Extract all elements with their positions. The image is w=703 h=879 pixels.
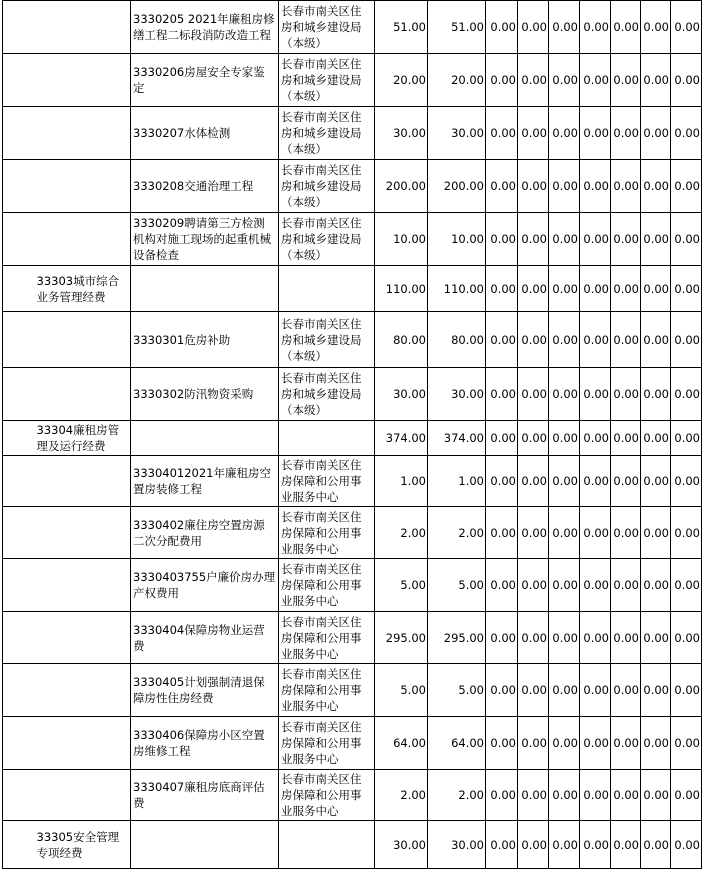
amount-cell: 0.00 (671, 54, 702, 107)
amount-cell: 0.00 (580, 213, 611, 266)
amount-cell: 30.00 (428, 368, 486, 421)
amount-cell: 30.00 (375, 368, 428, 421)
amount-cell: 0.00 (549, 213, 580, 266)
amount-cell: 5.00 (428, 559, 486, 612)
row-margin-cell (3, 456, 35, 507)
amount-cell: 0.00 (611, 421, 641, 456)
amount-cell: 0.00 (671, 107, 702, 160)
amount-cell: 0.00 (549, 160, 580, 213)
category-cell (35, 312, 131, 368)
amount-cell: 0.00 (641, 612, 671, 664)
project-cell: 3330402廉住房空置房源二次分配费用 (131, 507, 279, 559)
project-cell: 3330209聘请第三方检测机构对施工现场的起重机械设备检查 (131, 213, 279, 266)
amount-cell: 20.00 (375, 54, 428, 107)
amount-cell: 5.00 (375, 664, 428, 717)
amount-cell: 0.00 (486, 160, 518, 213)
amount-cell: 2.00 (375, 770, 428, 821)
amount-cell: 2.00 (428, 507, 486, 559)
amount-cell: 1.00 (375, 456, 428, 507)
project-cell: 3330404保障房物业运营费 (131, 612, 279, 664)
row-margin-cell (3, 107, 35, 160)
amount-cell: 0.00 (486, 368, 518, 421)
table-row (3, 456, 702, 507)
row-margin-cell (3, 1, 35, 54)
amount-cell: 0.00 (549, 266, 580, 312)
table-row (3, 266, 702, 312)
table-row (3, 559, 702, 612)
department-cell: 长春市南关区住房和城乡建设局（本级） (279, 54, 375, 107)
amount-cell: 0.00 (518, 1, 549, 54)
row-margin-cell (3, 821, 35, 869)
project-cell (131, 421, 279, 456)
department-cell: 长春市南关区住房保障和公用事业服务中心 (279, 559, 375, 612)
amount-cell: 0.00 (518, 266, 549, 312)
amount-cell: 0.00 (486, 54, 518, 107)
amount-cell: 0.00 (611, 717, 641, 770)
amount-cell: 0.00 (580, 312, 611, 368)
amount-cell: 0.00 (549, 107, 580, 160)
amount-cell: 0.00 (580, 160, 611, 213)
project-cell: 3330208交通治理工程 (131, 160, 279, 213)
amount-cell: 0.00 (549, 456, 580, 507)
amount-cell: 0.00 (580, 421, 611, 456)
category-cell (35, 1, 131, 54)
amount-cell: 0.00 (611, 770, 641, 821)
category-cell: 33304廉租房管理及运行经费 (35, 421, 131, 456)
amount-cell: 0.00 (611, 456, 641, 507)
row-margin-cell (3, 507, 35, 559)
amount-cell: 0.00 (611, 368, 641, 421)
department-cell: 长春市南关区住房和城乡建设局（本级） (279, 213, 375, 266)
amount-cell: 0.00 (486, 266, 518, 312)
category-cell (35, 507, 131, 559)
amount-cell: 0.00 (518, 770, 549, 821)
amount-cell: 0.00 (486, 107, 518, 160)
department-cell: 长春市南关区住房和城乡建设局（本级） (279, 368, 375, 421)
amount-cell: 0.00 (611, 266, 641, 312)
amount-cell: 0.00 (580, 612, 611, 664)
amount-cell: 0.00 (580, 54, 611, 107)
amount-cell: 0.00 (671, 821, 702, 869)
amount-cell: 0.00 (549, 664, 580, 717)
amount-cell: 0.00 (611, 507, 641, 559)
amount-cell: 0.00 (486, 1, 518, 54)
amount-cell: 0.00 (549, 507, 580, 559)
department-cell: 长春市南关区住房和城乡建设局（本级） (279, 107, 375, 160)
amount-cell: 0.00 (549, 54, 580, 107)
amount-cell: 0.00 (549, 312, 580, 368)
row-margin-cell (3, 717, 35, 770)
amount-cell: 0.00 (611, 160, 641, 213)
amount-cell: 0.00 (641, 1, 671, 54)
amount-cell: 0.00 (580, 456, 611, 507)
amount-cell: 0.00 (641, 821, 671, 869)
row-margin-cell (3, 368, 35, 421)
amount-cell: 5.00 (375, 559, 428, 612)
project-cell: 3330405计划强制清退保障房性住房经费 (131, 664, 279, 717)
amount-cell: 0.00 (518, 421, 549, 456)
amount-cell: 0.00 (671, 456, 702, 507)
project-cell: 33304012021年廉租房空置房装修工程 (131, 456, 279, 507)
amount-cell: 0.00 (641, 770, 671, 821)
amount-cell: 295.00 (375, 612, 428, 664)
amount-cell: 0.00 (641, 160, 671, 213)
amount-cell: 0.00 (611, 107, 641, 160)
table-body (3, 1, 702, 869)
amount-cell: 0.00 (486, 421, 518, 456)
project-cell (131, 266, 279, 312)
table-row (3, 612, 702, 664)
row-margin-cell (3, 160, 35, 213)
amount-cell: 0.00 (486, 717, 518, 770)
category-cell (35, 717, 131, 770)
amount-cell: 0.00 (671, 507, 702, 559)
project-cell (131, 821, 279, 869)
amount-cell: 20.00 (428, 54, 486, 107)
project-cell: 3330205 2021年廉租房修缮工程二标段消防改造工程 (131, 1, 279, 54)
amount-cell: 51.00 (375, 1, 428, 54)
amount-cell: 2.00 (375, 507, 428, 559)
department-cell: 长春市南关区住房保障和公用事业服务中心 (279, 770, 375, 821)
department-cell: 长春市南关区住房和城乡建设局（本级） (279, 1, 375, 54)
amount-cell: 0.00 (549, 770, 580, 821)
amount-cell: 0.00 (486, 456, 518, 507)
project-cell: 3330406保障房小区空置房维修工程 (131, 717, 279, 770)
category-cell (35, 107, 131, 160)
amount-cell: 0.00 (518, 717, 549, 770)
table-row (3, 421, 702, 456)
department-cell: 长春市南关区住房保障和公用事业服务中心 (279, 664, 375, 717)
category-cell (35, 456, 131, 507)
table-row (3, 312, 702, 368)
project-cell: 3330407廉租房底商评估费 (131, 770, 279, 821)
amount-cell: 0.00 (486, 664, 518, 717)
amount-cell: 0.00 (518, 107, 549, 160)
department-cell (279, 421, 375, 456)
amount-cell: 0.00 (518, 664, 549, 717)
budget-table (2, 0, 702, 869)
row-margin-cell (3, 612, 35, 664)
project-cell: 3330206房屋安全专家鉴定 (131, 54, 279, 107)
amount-cell: 0.00 (518, 368, 549, 421)
row-margin-cell (3, 664, 35, 717)
table-row (3, 770, 702, 821)
amount-cell: 10.00 (375, 213, 428, 266)
amount-cell: 0.00 (611, 213, 641, 266)
amount-cell: 200.00 (375, 160, 428, 213)
amount-cell: 80.00 (375, 312, 428, 368)
amount-cell: 0.00 (611, 612, 641, 664)
table-row (3, 54, 702, 107)
amount-cell: 0.00 (580, 717, 611, 770)
amount-cell: 0.00 (671, 368, 702, 421)
department-cell: 长春市南关区住房保障和公用事业服务中心 (279, 612, 375, 664)
amount-cell: 0.00 (580, 507, 611, 559)
category-cell (35, 54, 131, 107)
amount-cell: 0.00 (611, 821, 641, 869)
amount-cell: 0.00 (518, 507, 549, 559)
table-row (3, 368, 702, 421)
category-cell (35, 559, 131, 612)
amount-cell: 0.00 (518, 559, 549, 612)
amount-cell: 0.00 (611, 559, 641, 612)
department-cell: 长春市南关区住房保障和公用事业服务中心 (279, 456, 375, 507)
amount-cell: 0.00 (641, 507, 671, 559)
amount-cell: 0.00 (518, 160, 549, 213)
amount-cell: 0.00 (549, 821, 580, 869)
amount-cell: 0.00 (549, 559, 580, 612)
department-cell (279, 821, 375, 869)
amount-cell: 0.00 (641, 266, 671, 312)
amount-cell: 0.00 (486, 612, 518, 664)
amount-cell: 0.00 (671, 160, 702, 213)
row-margin-cell (3, 312, 35, 368)
amount-cell: 0.00 (611, 312, 641, 368)
category-cell: 33303城市综合业务管理经费 (35, 266, 131, 312)
category-cell (35, 770, 131, 821)
project-cell: 3330207水体检测 (131, 107, 279, 160)
amount-cell: 30.00 (428, 821, 486, 869)
amount-cell: 0.00 (580, 266, 611, 312)
amount-cell: 0.00 (518, 54, 549, 107)
amount-cell: 0.00 (580, 770, 611, 821)
amount-cell: 0.00 (580, 1, 611, 54)
amount-cell: 0.00 (641, 368, 671, 421)
amount-cell: 30.00 (375, 107, 428, 160)
amount-cell: 0.00 (611, 54, 641, 107)
amount-cell: 0.00 (671, 266, 702, 312)
amount-cell: 0.00 (641, 717, 671, 770)
amount-cell: 0.00 (671, 717, 702, 770)
amount-cell: 0.00 (611, 1, 641, 54)
amount-cell: 30.00 (428, 107, 486, 160)
amount-cell: 200.00 (428, 160, 486, 213)
amount-cell: 0.00 (671, 612, 702, 664)
amount-cell: 0.00 (671, 213, 702, 266)
amount-cell: 0.00 (580, 559, 611, 612)
amount-cell: 0.00 (641, 559, 671, 612)
table-row (3, 664, 702, 717)
amount-cell: 80.00 (428, 312, 486, 368)
amount-cell: 0.00 (611, 664, 641, 717)
amount-cell: 0.00 (549, 1, 580, 54)
amount-cell: 0.00 (486, 213, 518, 266)
amount-cell: 0.00 (549, 368, 580, 421)
amount-cell: 0.00 (549, 421, 580, 456)
amount-cell: 0.00 (671, 312, 702, 368)
amount-cell: 0.00 (641, 213, 671, 266)
amount-cell: 0.00 (671, 559, 702, 612)
amount-cell: 2.00 (428, 770, 486, 821)
department-cell (279, 266, 375, 312)
table-row (3, 717, 702, 770)
amount-cell: 0.00 (641, 312, 671, 368)
amount-cell: 0.00 (486, 559, 518, 612)
amount-cell: 0.00 (518, 213, 549, 266)
amount-cell: 64.00 (428, 717, 486, 770)
amount-cell: 0.00 (486, 821, 518, 869)
amount-cell: 0.00 (486, 312, 518, 368)
amount-cell: 110.00 (375, 266, 428, 312)
department-cell: 长春市南关区住房保障和公用事业服务中心 (279, 507, 375, 559)
amount-cell: 0.00 (518, 312, 549, 368)
amount-cell: 0.00 (641, 54, 671, 107)
amount-cell: 0.00 (580, 368, 611, 421)
amount-cell: 0.00 (486, 770, 518, 821)
amount-cell: 64.00 (375, 717, 428, 770)
table-row (3, 821, 702, 869)
project-cell: 3330301危房补助 (131, 312, 279, 368)
amount-cell: 10.00 (428, 213, 486, 266)
amount-cell: 0.00 (549, 717, 580, 770)
budget-table-container (2, 0, 702, 869)
amount-cell: 0.00 (641, 456, 671, 507)
category-cell (35, 664, 131, 717)
department-cell: 长春市南关区住房保障和公用事业服务中心 (279, 717, 375, 770)
amount-cell: 295.00 (428, 612, 486, 664)
amount-cell: 0.00 (671, 770, 702, 821)
amount-cell: 374.00 (375, 421, 428, 456)
row-margin-cell (3, 266, 35, 312)
row-margin-cell (3, 421, 35, 456)
row-margin-cell (3, 770, 35, 821)
amount-cell: 0.00 (580, 821, 611, 869)
project-cell: 3330403755户廉价房办理产权费用 (131, 559, 279, 612)
table-row (3, 507, 702, 559)
amount-cell: 0.00 (518, 821, 549, 869)
amount-cell: 0.00 (518, 612, 549, 664)
category-cell (35, 160, 131, 213)
amount-cell: 0.00 (671, 1, 702, 54)
row-margin-cell (3, 54, 35, 107)
department-cell: 长春市南关区住房和城乡建设局（本级） (279, 160, 375, 213)
amount-cell: 30.00 (375, 821, 428, 869)
amount-cell: 0.00 (549, 612, 580, 664)
category-cell (35, 213, 131, 266)
category-cell: 33305安全管理专项经费 (35, 821, 131, 869)
amount-cell: 0.00 (641, 664, 671, 717)
table-row (3, 107, 702, 160)
amount-cell: 51.00 (428, 1, 486, 54)
row-margin-cell (3, 213, 35, 266)
table-row (3, 1, 702, 54)
category-cell (35, 612, 131, 664)
department-cell: 长春市南关区住房和城乡建设局（本级） (279, 312, 375, 368)
table-row (3, 160, 702, 213)
amount-cell: 0.00 (486, 507, 518, 559)
table-row (3, 213, 702, 266)
amount-cell: 1.00 (428, 456, 486, 507)
amount-cell: 0.00 (518, 456, 549, 507)
project-cell: 3330302防汛物资采购 (131, 368, 279, 421)
row-margin-cell (3, 559, 35, 612)
category-cell (35, 368, 131, 421)
amount-cell: 0.00 (580, 107, 611, 160)
amount-cell: 110.00 (428, 266, 486, 312)
amount-cell: 0.00 (641, 421, 671, 456)
amount-cell: 0.00 (671, 421, 702, 456)
amount-cell: 0.00 (671, 664, 702, 717)
amount-cell: 0.00 (641, 107, 671, 160)
amount-cell: 374.00 (428, 421, 486, 456)
amount-cell: 5.00 (428, 664, 486, 717)
amount-cell: 0.00 (580, 664, 611, 717)
